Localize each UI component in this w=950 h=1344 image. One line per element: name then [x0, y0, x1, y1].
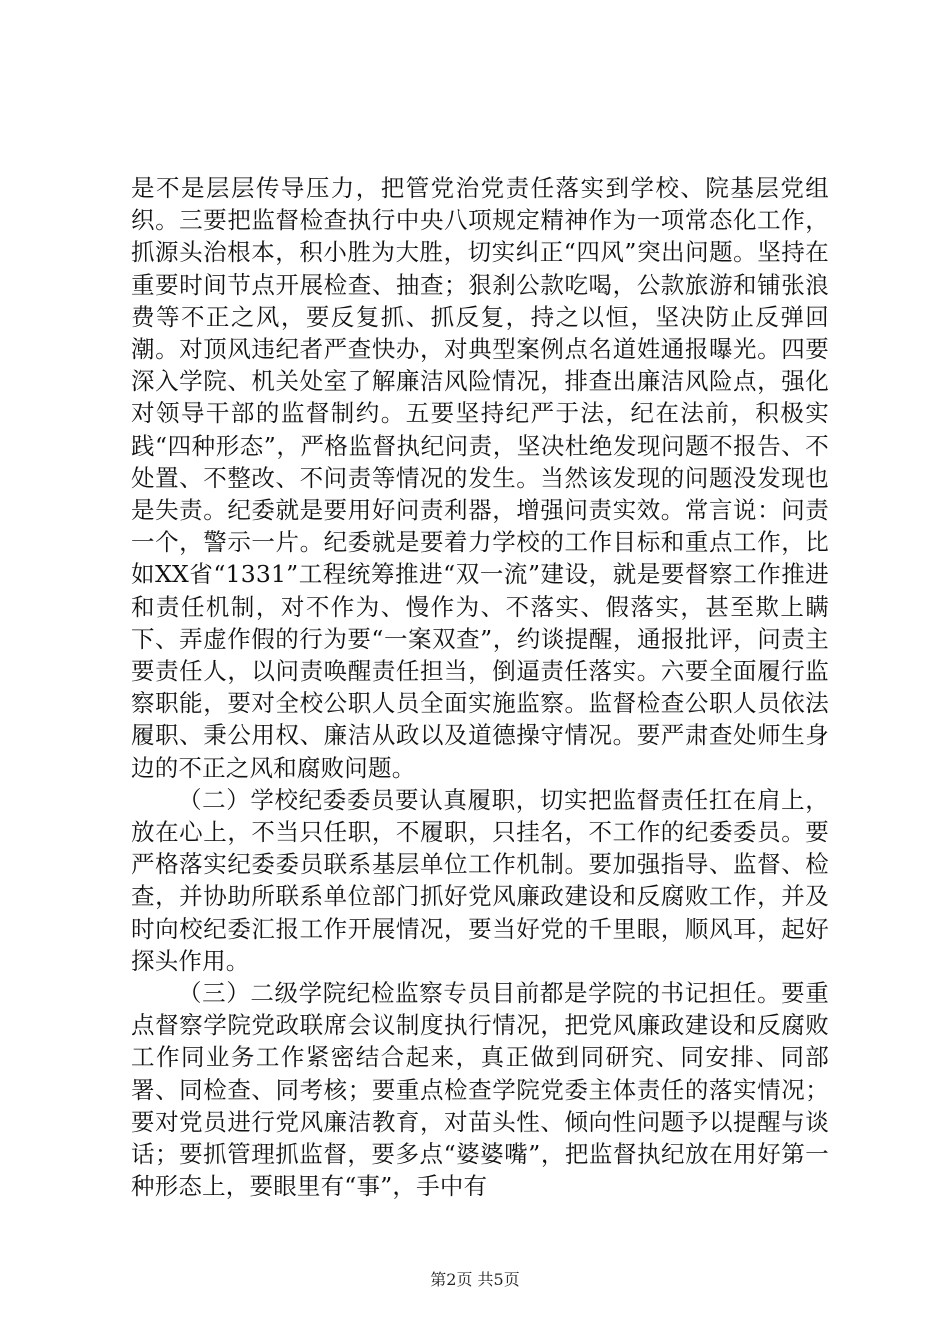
page-number-footer: 第2页 共5页 [430, 1270, 520, 1289]
document-body [131, 172, 829, 1203]
paragraph-section-three: （三）二级学院纪检监察专员目前都是学院的书记担任。要重点督察学院党政联席会议制度执行情况，把党风廉政建设和反腐败工作同业务工作紧密结合起来，真正做到同研究、同安排、同部署、同检查、同考核；要重点检查学院党委主体责任的落实情况；要对党员进行党风廉洁教育，对苗头性、倾向性问题予以提醒与谈话；要抓管理抓监督，要多点“婆婆嘴”，把监督执纪放在用好第一种形态上，要眼里有“事”，手中有 [131, 979, 829, 1201]
paragraph-section-two: （二）学校纪委委员要认真履职，切实把监督责任扛在肩上，放在心上，不当只任职，不履职，只挂名，不工作的纪委委员。要严格落实纪委委员联系基层单位工作机制。要加强指导、监督、检查，并协助所联系单位部门抓好党风廉政建设和反腐败工作，并及时向校纪委汇报工作开展情况，要当好党的千里眼，顺风耳，起好探头作用。 [131, 785, 829, 975]
paragraph-continued: 是不是层层传导压力，把管党治党责任落实到学校、院基层党组织。三要把监督检查执行中央八项规定精神作为一项常态化工作，抓源头治根本，积小胜为大胜，切实纠正“四风”突出问题。坚持在重要时间节点开展检查、抽查；狠刹公款吃喝，公款旅游和铺张浪费等不正之风，要反复抓、抓反复，持之以恒，坚决防止反弹回潮。对顶风违纪者严查快办，对典型案例点名道姓通报曝光。四要深入学院、机关处室了解廉洁风险情况，排查出廉洁风险点，强化对领导干部的监督制约。五要坚持纪严于法，纪在法前，积极实践“四种形态”，严格监督执纪问责，坚决杜绝发现问题不报告、不处置、不整改、不问责等情况的发生。当然该发现的问题没发现也是失责。纪委就是要用好问责利器，增强问责实效。常言说：问责一个，警示一片。纪委就是要着力学校的工作目标和重点工作，比如XX省“1331”工程统筹推进“双一流”建设，就是要督察工作推进和责任机制，对不作为、慢作为、不落实、假落实，甚至欺上瞒下、弄虚作假的行为要“一案双查”，约谈提醒，通报批评，问责主要责任人，以问责唤醒责任担当，倒逼责任落实。六要全面履行监察职能，要对全校公职人员全面实施监察。监督检查公职人员依法履职、秉公用权、廉洁从政以及道德操守情况。要严肃查处师生身边的不正之风和腐败问题。 [131, 174, 829, 782]
